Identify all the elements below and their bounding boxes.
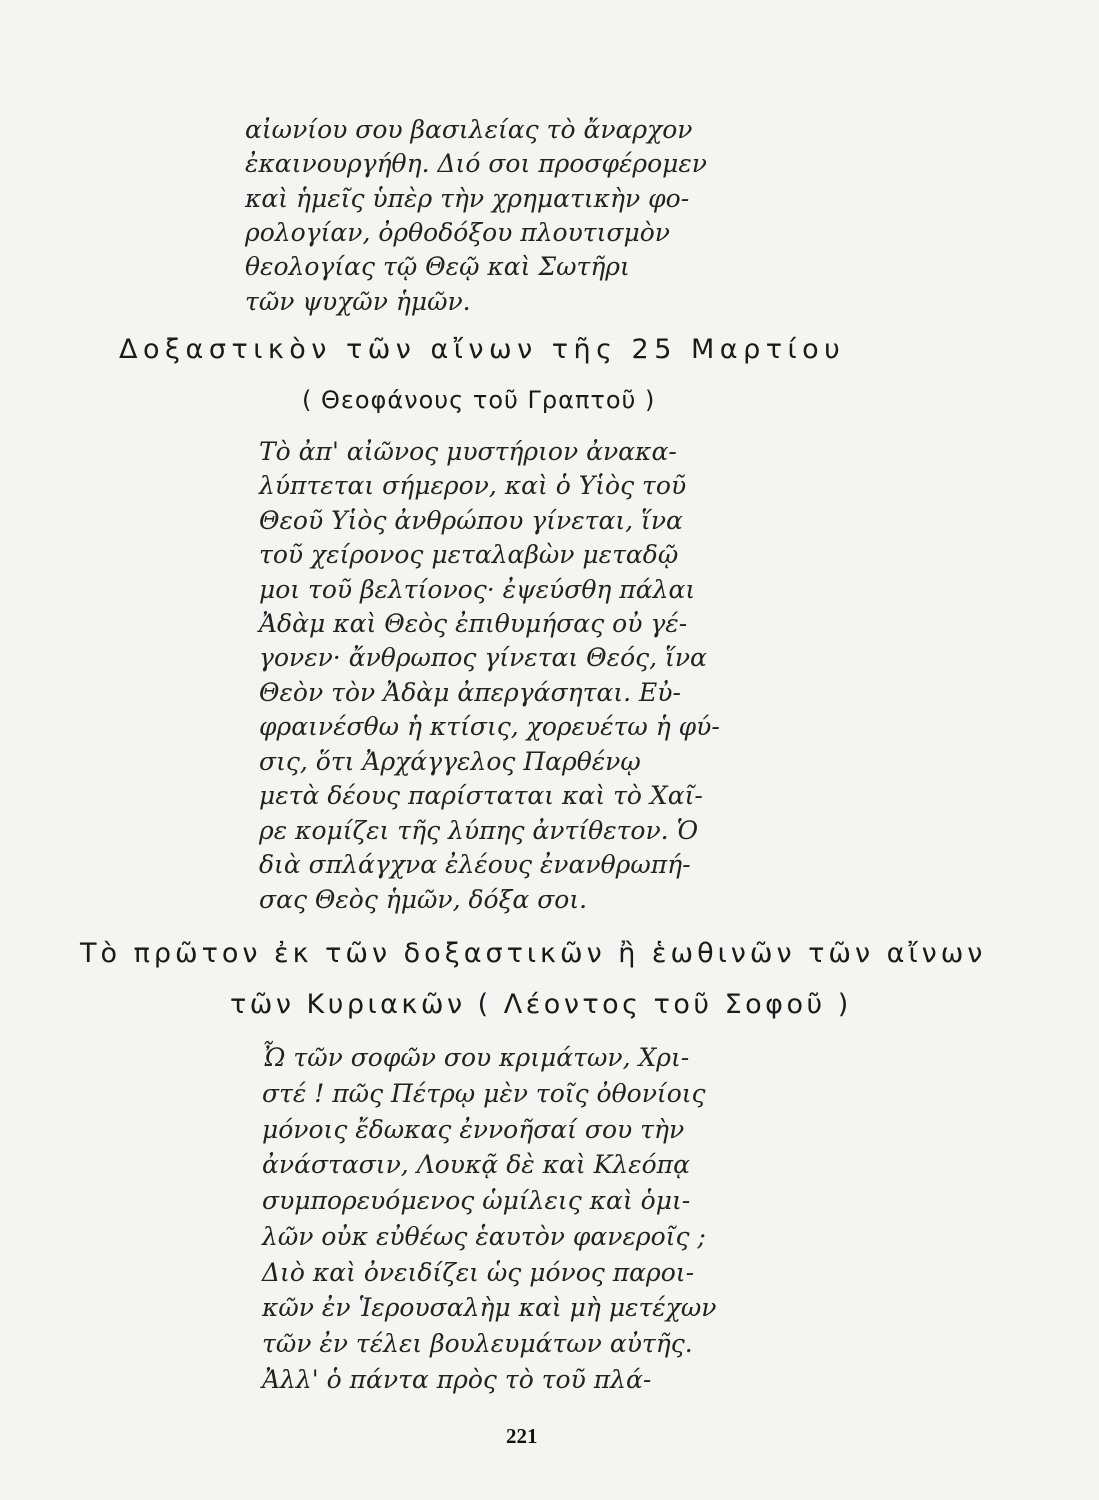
text-line: μετὰ δέους παρίσταται καὶ τὸ Χαῖ- xyxy=(259,781,703,810)
text-line: φραινέσθω ἡ κτίσις, χορευέτω ἡ φύ- xyxy=(259,712,720,741)
section-heading-1: Δοξαστικὸν τῶν αἴνων τῆς 25 Μαρτίου xyxy=(119,334,846,365)
text-line: Ἀλλ' ὁ πάντα πρὸς τὸ τοῦ πλά- xyxy=(262,1365,652,1394)
text-line: γονεν· ἄνθρωπος γίνεται Θεός, ἵνα xyxy=(259,643,707,672)
section-subheading-2: τῶν Κυριακῶν ( Λέοντος τοῦ Σοφοῦ ) xyxy=(230,989,852,1020)
text-line: Θεοῦ Υἱὸς ἀνθρώπου γίνεται, ἵνα xyxy=(259,506,683,535)
text-line: μόνοις ἔδωκας ἐννοῆσαί σου τὴν xyxy=(262,1115,685,1144)
text-line: καὶ ἡμεῖς ὑπὲρ τὴν χρηματικὴν φο- xyxy=(245,184,690,213)
text-line: ἀνάστασιν, Λουκᾷ δὲ καὶ Κλεόπᾳ xyxy=(262,1150,690,1179)
text-line: ἐκαινουργήθη. Διό σοι προσφέρομεν xyxy=(245,149,707,178)
text-line: Διὸ καὶ ὀνειδίζει ὡς μόνος παροι- xyxy=(262,1258,695,1287)
text-line: ρε κομίζει τῆς λύπης ἀντίθετον. Ὁ xyxy=(259,816,699,845)
text-line: Ὦ τῶν σοφῶν σου κριμάτων, Χρι- xyxy=(262,1043,690,1072)
text-line: σις, ὅτι Ἀρχάγγελος Παρθένῳ xyxy=(259,747,641,776)
text-line: ρολογίαν, ὀρθοδόξου πλουτισμὸν xyxy=(245,218,670,247)
text-line: Τὸ ἀπ' αἰῶνος μυστήριον ἀνακα- xyxy=(259,437,677,466)
text-line: Ἀδὰμ καὶ Θεὸς ἐπιθυμήσας οὐ γέ- xyxy=(259,609,688,638)
text-line: λῶν οὐκ εὐθέως ἑαυτὸν φανεροῖς ; xyxy=(262,1222,706,1251)
text-line: θεολογίας τῷ Θεῷ καὶ Σωτῆρι xyxy=(245,252,630,281)
text-line: κῶν ἐν Ἱερουσαλὴμ καὶ μὴ μετέχων xyxy=(262,1293,717,1322)
text-line: τῶν ἐν τέλει βουλευμάτων αὐτῆς. xyxy=(262,1329,693,1358)
text-line: τῶν ψυχῶν ἡμῶν. xyxy=(245,287,471,316)
text-line: αἰωνίου σου βασιλείας τὸ ἄναρχον xyxy=(245,115,693,144)
page-number: 221 xyxy=(506,1424,538,1448)
text-line: στέ ! πῶς Πέτρῳ μὲν τοῖς ὀθονίοις xyxy=(262,1079,706,1108)
text-line: τοῦ χείρονος μεταλαβὼν μεταδῷ xyxy=(259,540,679,569)
text-line: μοι τοῦ βελτίονος· ἐψεύσθη πάλαι xyxy=(259,575,696,604)
section-subheading-1: ( Θεοφάνους τοῦ Γραπτοῦ ) xyxy=(302,386,656,414)
text-line: συμπορευόμενος ὡμίλεις καὶ ὁμι- xyxy=(262,1186,691,1215)
text-line: Θεὸν τὸν Ἀδὰμ ἀπεργάσηται. Εὐ- xyxy=(259,678,681,707)
text-line: σας Θεὸς ἡμῶν, δόξα σοι. xyxy=(259,885,588,914)
text-line: διὰ σπλάγχνα ἐλέους ἐνανθρωπή- xyxy=(259,850,691,879)
text-line: λύπτεται σήμερον, καὶ ὁ Υἱὸς τοῦ xyxy=(259,471,687,500)
section-heading-2: Τὸ πρῶτον ἐκ τῶν δοξαστικῶν ἢ ἑωθινῶν τῶν αἴνων xyxy=(80,938,987,969)
